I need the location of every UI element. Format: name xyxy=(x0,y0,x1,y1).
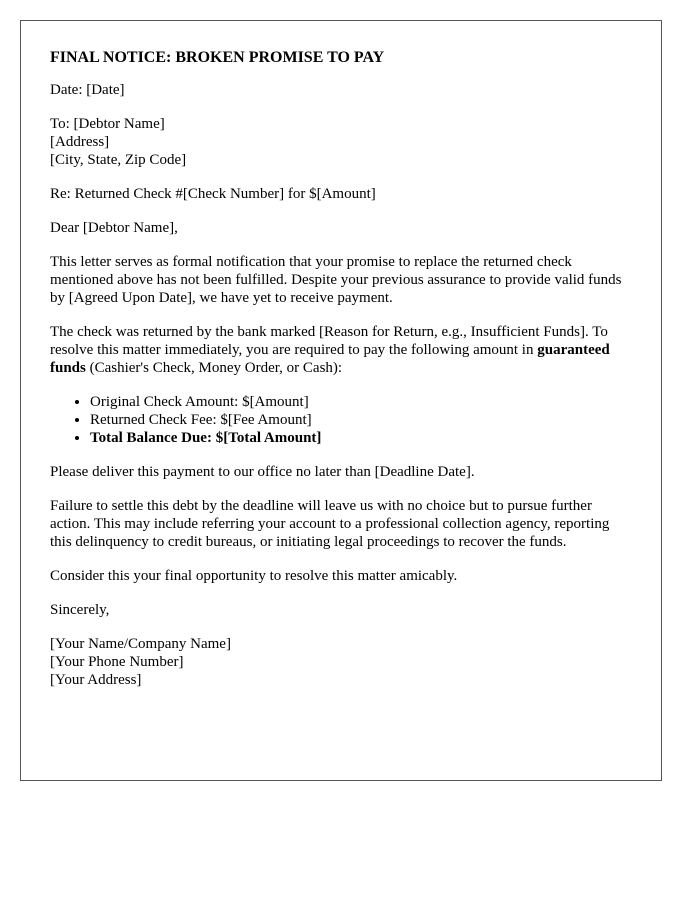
recipient-block xyxy=(50,115,632,169)
deadline-paragraph: Please deliver this payment to our office no later than [Deadline Date]. xyxy=(50,464,475,480)
consequences-paragraph: Failure to settle this debt by the deadline will leave us with no choice but to pursue further action. This may include referring your account to a professional collection agency, reporting this delinquency to credit bureaus, or initiating legal proceedings to recover the funds. xyxy=(50,498,610,550)
salutation: Dear [Debtor Name], xyxy=(50,220,178,236)
payment-requirement-paragraph xyxy=(50,323,632,377)
date-line: Date: [Date] xyxy=(50,82,125,98)
payment-text-after: (Cashier's Check, Money Order, or Cash): xyxy=(85,360,343,376)
list-item-fee: • Returned Check Fee: $[Fee Amount] xyxy=(90,411,632,429)
letter-document xyxy=(20,20,662,781)
list-item-total-due xyxy=(90,429,632,447)
list-item-original-amount: • Original Check Amount: $[Amount] xyxy=(90,393,632,411)
recipient-name: To: [Debtor Name] xyxy=(50,116,165,132)
final-opportunity-paragraph: Consider this your final opportunity to resolve this matter amicably. xyxy=(50,568,458,584)
signature-name: [Your Name/Company Name] xyxy=(50,636,231,652)
recipient-city: [City, State, Zip Code] xyxy=(50,152,187,168)
payment-text-before: The check was returned by the bank marked [Reason for Return, e.g., Insufficient Funds]. To resolve this matter immediately, you are required to pay the following amount in xyxy=(50,324,608,358)
closing: Sincerely, xyxy=(50,602,110,618)
notification-paragraph: This letter serves as formal notification that your promise to replace the returned check mentioned above has not been fulfilled. Despite your previous assurance to provide valid funds by [Agreed Upon Date], we have yet to receive payment. xyxy=(50,254,622,306)
recipient-address: [Address] xyxy=(50,134,110,150)
guaranteed-funds-emphasis: guaranteed funds xyxy=(50,342,610,376)
total-due-text: Total Balance Due: $[Total Amount] xyxy=(90,430,322,446)
signature-block xyxy=(50,635,632,689)
subject-line: Re: Returned Check #[Check Number] for $[Amount] xyxy=(50,186,376,202)
signature-phone: [Your Phone Number] xyxy=(50,654,184,670)
amounts-list xyxy=(50,393,632,447)
signature-address: [Your Address] xyxy=(50,672,142,688)
letter-title: FINAL NOTICE: BROKEN PROMISE TO PAY xyxy=(50,49,385,66)
